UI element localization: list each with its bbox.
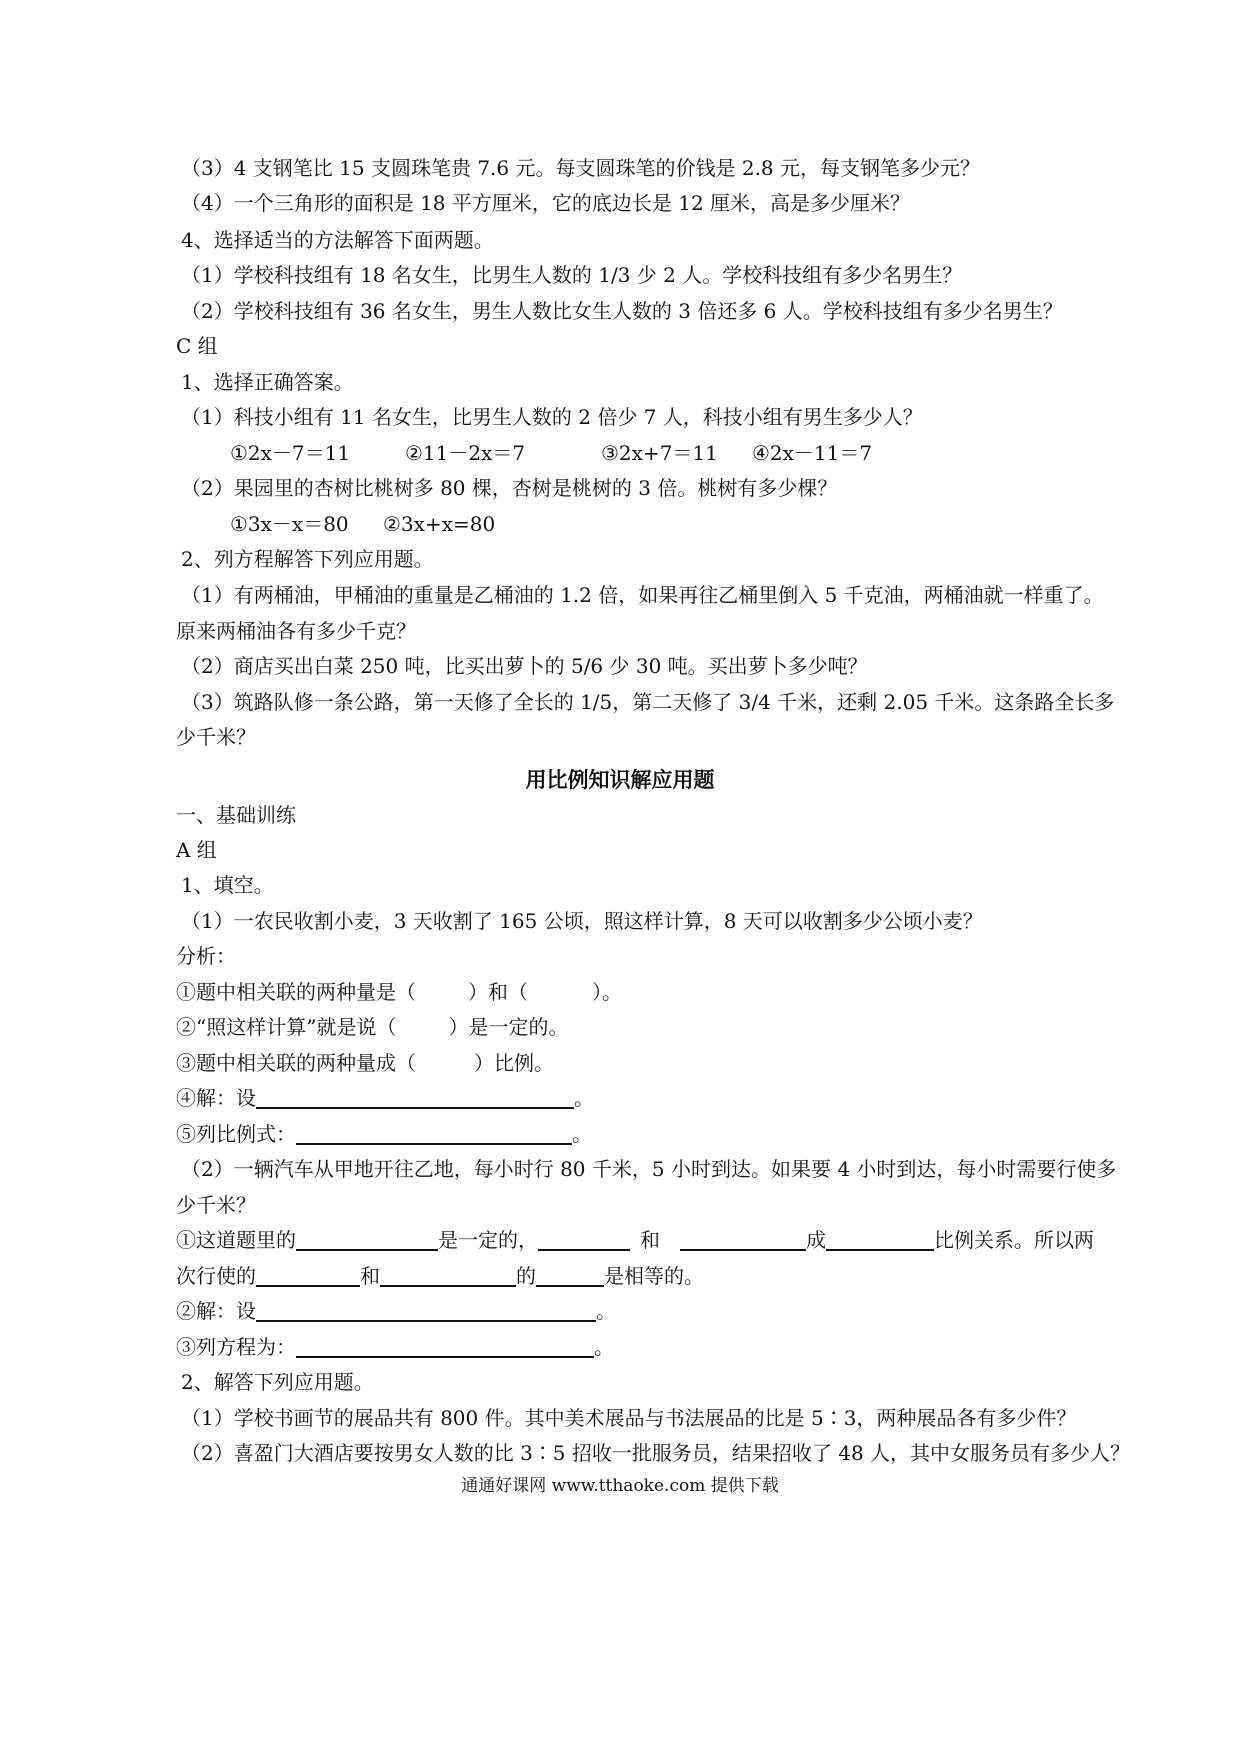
analysis-item-3-text-b: ）比例。 [474,1051,554,1075]
analysis-item-4-end: 。 [574,1086,594,1110]
question-a1-1: （1）一农民收割小麦，3 天收割了 165 公顷，照这样计算，8 天可以收割多少公顷小麦？ [181,909,983,933]
fill-item-3-text: ③列方程为： [176,1335,296,1359]
question-b4-1: （1）学校科技组有 18 名女生，比男生人数的 1/3 少 2 人。学校科技组有多少名男生？ [181,263,963,287]
fill-item-1-text-d: 成 [806,1228,826,1252]
fill-item-2-text: ②解：设 [176,1299,256,1323]
fill-item-2-end: 。 [596,1299,616,1323]
question-c2-3-line2: 少千米？ [176,725,256,749]
question-b3-3: （3）4 支钢笔比 15 支圆珠笔贵 7.6 元。每支圆珠笔的价钱是 2.8 元，每支钢笔多少元？ [181,156,981,180]
answer-blank[interactable] [256,1085,574,1109]
analysis-item-1-text-c: ）。 [592,980,622,1004]
answer-blank[interactable] [538,1227,630,1251]
analysis-item-4-text: ④解：设 [176,1086,256,1110]
fill-item-1-text-c: 和 [640,1228,660,1252]
analysis-item-5-end: 。 [572,1122,592,1146]
analysis-item-2-text-b: ）是一定的。 [448,1015,569,1039]
fill-item-1b-text-a: 次行使的 [176,1264,256,1288]
option-c1-2-a: ①3x－x＝80 [230,512,349,536]
answer-blank[interactable] [296,1334,594,1358]
fill-item-1 [176,1225,1094,1255]
group-c-label: C 组 [176,334,218,358]
option-c1-1-c: ③2x+7＝11 [601,441,718,465]
question-c2-heading: 2、列方程解答下列应用题。 [181,547,434,571]
question-b4-2: （2）学校科技组有 36 名女生，男生人数比女生人数的 3 倍还多 6 人。学校科技组有多少名男生？ [181,299,1063,323]
analysis-label: 分析： [176,944,236,968]
basic-training-heading: 一、基础训练 [176,803,296,827]
analysis-item-2 [176,1012,568,1042]
question-a1-2-line1: （2）一辆汽车从甲地开往乙地，每小时行 80 千米，5 小时到达。如果要 4 小时到达，每小时需要行使多 [181,1157,1117,1181]
group-a-label: A 组 [176,838,217,862]
question-c1-2: （2）果园里的杏树比桃树多 80 棵，杏树是桃树的 3 倍。桃树有多少棵？ [181,476,838,500]
question-c2-2: （2）商店买出白菜 250 吨，比买出萝卜的 5/6 少 30 吨。买出萝卜多少吨？ [181,654,868,678]
analysis-item-1-text-b: ）和（ [468,980,528,1004]
analysis-item-5-text: ⑤列比例式： [176,1122,296,1146]
fill-item-3-end: 。 [594,1335,614,1359]
fill-item-1-text-a: ①这道题里的 [176,1228,296,1252]
question-a2-heading: 2、解答下列应用题。 [181,1370,374,1394]
question-a2-1: （1）学校书画节的展品共有 800 件。其中美术展品与书法展品的比是 5∶3，两种展品各有多少件？ [181,1406,1077,1430]
option-c1-1-b: ②11－2x＝7 [405,441,526,465]
answer-blank[interactable] [256,1298,596,1322]
section-title: 用比例知识解应用题 [525,767,715,792]
fill-item-1b-text-c: 的 [516,1264,536,1288]
question-b4-heading: 4、选择适当的方法解答下面两题。 [181,228,494,252]
fill-item-2 [176,1296,616,1326]
answer-blank[interactable] [826,1227,934,1251]
option-c1-1-a: ①2x－7＝11 [230,441,351,465]
question-c1-heading: 1、选择正确答案。 [181,370,354,394]
question-a1-heading: 1、填空。 [181,873,274,897]
fill-item-1-text-b: 是一定的， [438,1228,538,1252]
answer-blank[interactable] [380,1263,516,1287]
analysis-item-4 [176,1083,594,1113]
answer-blank[interactable] [536,1263,604,1287]
option-c1-2-b: ②3x+x=80 [383,512,496,536]
answer-blank[interactable] [296,1227,438,1251]
fill-item-1-text-e: 比例关系。所以两 [934,1228,1094,1252]
analysis-item-3-text-a: ③题中相关联的两种量成（ [176,1051,416,1075]
option-c1-1-d: ④2x－11＝7 [752,441,873,465]
answer-blank[interactable] [680,1227,806,1251]
question-b3-4: （4）一个三角形的面积是 18 平方厘米，它的底边长是 12 厘米，高是多少厘米？ [181,191,911,215]
fill-item-1b-text-d: 是相等的。 [604,1264,704,1288]
fill-item-1b-text-b: 和 [360,1264,380,1288]
question-c2-3-line1: （3）筑路队修一条公路，第一天修了全长的 1/5，第二天修了 3/4 千米，还剩 2.05 千米。这条路全长多 [181,690,1115,714]
question-c1-1: （1）科技小组有 11 名女生，比男生人数的 2 倍少 7 人，科技小组有男生多少人？ [181,405,923,429]
fill-item-3 [176,1332,614,1362]
answer-blank[interactable] [256,1263,360,1287]
question-c2-1-line1: （1）有两桶油，甲桶油的重量是乙桶油的 1.2 倍，如果再往乙桶里倒入 5 千克油，两桶油就一样重了。 [181,583,1104,607]
question-a1-2-line2: 少千米？ [176,1193,256,1217]
page-footer: 通通好课网 www.tthaoke.com 提供下载 [461,1476,779,1496]
analysis-item-1 [176,977,622,1007]
answer-blank[interactable] [296,1121,572,1145]
analysis-item-3 [176,1048,554,1078]
analysis-item-1-text-a: ①题中相关联的两种量是（ [176,980,416,1004]
fill-item-1-continued [176,1261,704,1291]
analysis-item-2-text-a: ②“照这样计算”就是说（ [176,1015,397,1039]
analysis-item-5 [176,1119,592,1149]
question-a2-2: （2）喜盈门大酒店要按男女人数的比 3∶5 招收一批服务员，结果招收了 48 人，其中女服务员有多少人？ [181,1441,1131,1465]
question-c2-1-line2: 原来两桶油各有多少千克？ [176,619,416,643]
